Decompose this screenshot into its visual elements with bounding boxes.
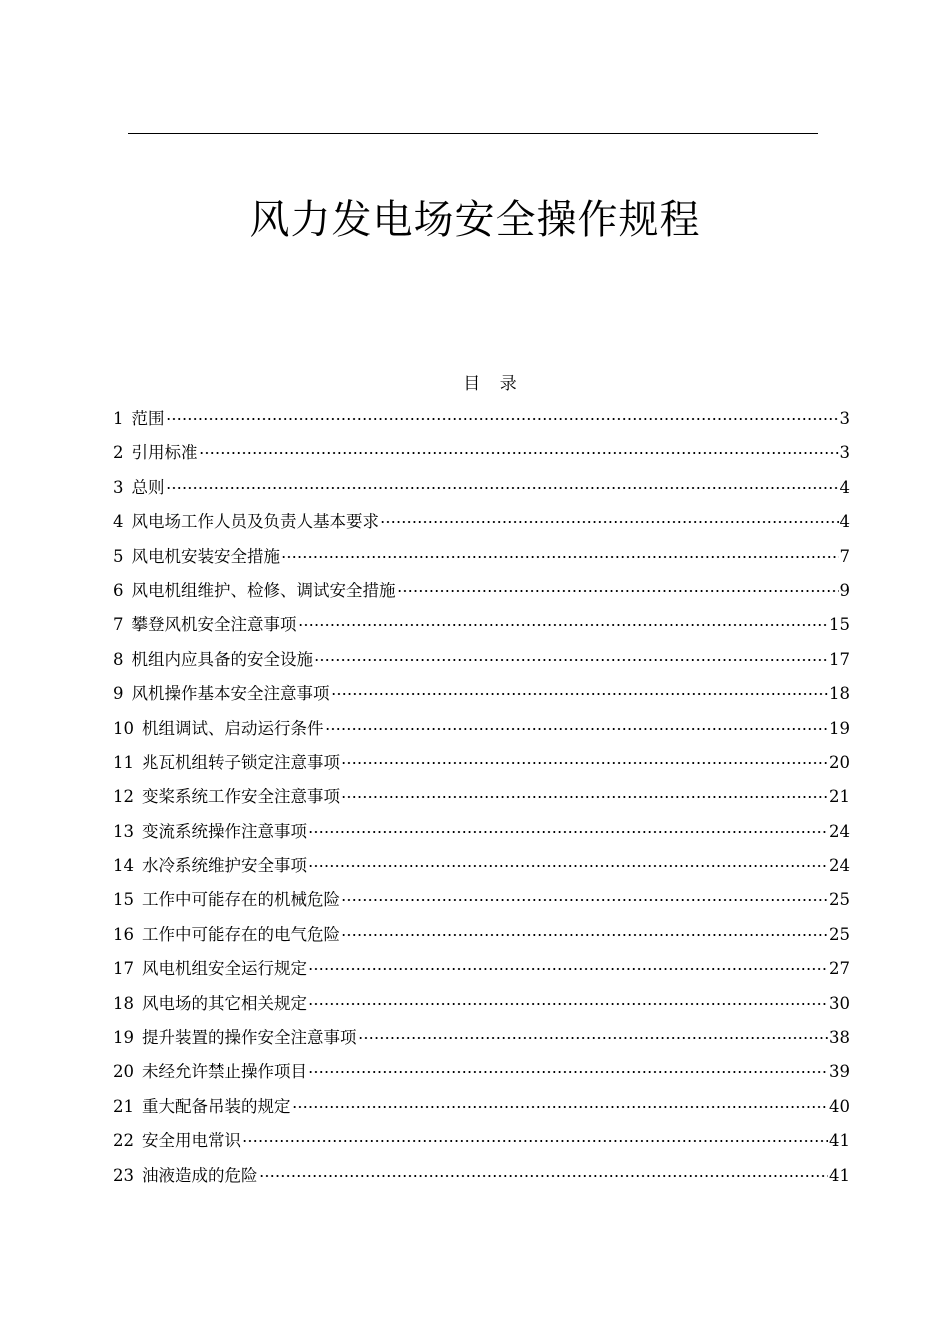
toc-entry-number: 4 [113,512,124,532]
toc-dot-leader [166,487,839,489]
toc-entry-title: 工作中可能存在的电气危险 [142,924,340,944]
toc-list [113,406,850,1197]
toc-dot-leader [341,934,828,936]
toc-entry-page: 3 [839,409,850,428]
toc-entry-page: 27 [829,959,850,979]
toc-entry-number: 8 [113,649,124,669]
toc-entry-page: 18 [829,684,850,704]
toc-entry-page: 41 [829,1131,850,1151]
toc-entry[interactable] [113,853,850,887]
toc-entry-title: 范围 [131,409,165,428]
toc-entry-title: 变流系统操作注意事项 [142,821,307,841]
toc-entry-page: 7 [839,546,850,566]
toc-entry[interactable] [113,475,850,509]
toc-entry-number: 11 [113,752,134,772]
toc-entry-title: 风电场的其它相关规定 [142,993,307,1013]
toc-dot-leader [331,693,829,695]
toc-dot-leader [242,1140,828,1142]
toc-dot-leader [325,728,829,730]
toc-entry[interactable] [113,681,850,715]
toc-entry-title: 机组内应具备的安全设施 [131,649,313,669]
toc-entry-page: 21 [829,787,850,807]
toc-entry-number: 2 [113,443,124,463]
toc-entry-page: 4 [839,477,850,497]
toc-entry-page: 3 [839,443,850,463]
toc-entry[interactable] [113,406,850,440]
toc-entry-title: 风电机组维护、检修、调试安全措施 [131,580,396,600]
toc-entry[interactable] [113,887,850,921]
document-title: 风力发电场安全操作规程 [249,197,701,243]
header-rule [128,133,818,134]
toc-entry-number: 17 [113,959,134,979]
toc-entry-title: 攀登风机安全注意事项 [131,615,297,635]
toc-entry-number: 1 [113,409,124,428]
toc-entry-page: 40 [829,1096,850,1116]
toc-entry-number: 6 [113,580,124,600]
toc-entry[interactable] [113,1025,850,1059]
toc-entry-number: 23 [113,1165,134,1185]
toc-dot-leader [308,1071,828,1073]
toc-dot-leader [308,968,828,970]
toc-entry-number: 19 [113,1028,134,1048]
toc-entry-number: 3 [113,477,124,497]
toc-entry-page: 41 [829,1165,850,1185]
toc-dot-leader [341,899,828,901]
toc-entry-page: 17 [829,649,850,669]
toc-entry[interactable] [113,1059,850,1093]
toc-entry-number: 7 [113,615,124,635]
toc-dot-leader [341,796,828,798]
toc-entry-title: 机组调试、启动运行条件 [142,718,324,738]
toc-entry-title: 引用标准 [131,443,198,463]
toc-entry[interactable] [113,612,850,646]
toc-entry-number: 12 [113,787,134,807]
toc-entry[interactable] [113,750,850,784]
toc-entry-number: 5 [113,546,124,566]
toc-entry-page: 15 [829,615,850,635]
toc-dot-leader [199,452,839,454]
toc-dot-leader [298,624,829,626]
toc-dot-leader [259,1175,829,1177]
toc-entry-number: 10 [113,718,134,738]
toc-dot-leader [308,831,828,833]
toc-entry[interactable] [113,440,850,474]
toc-entry-title: 安全用电常识 [142,1131,241,1151]
toc-dot-leader [380,521,839,523]
toc-entry-title: 风电机安装安全措施 [131,546,280,566]
toc-entry[interactable] [113,578,850,612]
toc-entry[interactable] [113,716,850,750]
toc-dot-leader [281,556,839,558]
toc-entry[interactable] [113,647,850,681]
toc-entry-number: 22 [113,1131,134,1151]
toc-dot-leader [292,1106,829,1108]
toc-dot-leader [314,659,828,661]
toc-heading: 目 录 [463,374,517,394]
toc-entry[interactable] [113,922,850,956]
toc-entry-number: 18 [113,993,134,1013]
toc-entry-title: 风机操作基本安全注意事项 [131,684,330,704]
toc-entry-title: 变桨系统工作安全注意事项 [142,787,340,807]
toc-entry-number: 9 [113,684,124,704]
toc-entry-page: 30 [829,993,850,1013]
toc-entry[interactable] [113,509,850,543]
toc-entry-page: 9 [839,580,850,600]
toc-entry-title: 总则 [131,477,165,497]
toc-entry[interactable] [113,1094,850,1128]
toc-entry[interactable] [113,991,850,1025]
toc-entry[interactable] [113,1128,850,1162]
toc-dot-leader [308,1003,828,1005]
toc-entry-number: 21 [113,1096,134,1116]
toc-entry-page: 4 [839,512,850,532]
toc-entry-number: 16 [113,924,134,944]
toc-entry-title: 提升装置的操作安全注意事项 [142,1028,357,1048]
toc-entry-title: 风电机组安全运行规定 [142,959,307,979]
toc-entry-page: 20 [829,752,850,772]
toc-entry-title: 油液造成的危险 [142,1165,258,1185]
toc-entry[interactable] [113,784,850,818]
toc-entry-title: 工作中可能存在的机械危险 [142,890,340,910]
toc-entry-number: 15 [113,890,134,910]
toc-entry[interactable] [113,544,850,578]
toc-entry-title: 兆瓦机组转子锁定注意事项 [142,752,340,772]
toc-entry-title: 水冷系统维护安全事项 [142,856,307,876]
toc-entry-number: 14 [113,856,134,876]
toc-entry-title: 未经允许禁止操作项目 [142,1062,307,1082]
toc-entry-page: 25 [829,890,850,910]
toc-entry-page: 38 [829,1028,850,1048]
toc-dot-leader [308,865,828,867]
toc-entry[interactable] [113,956,850,990]
toc-entry-page: 24 [829,821,850,841]
toc-entry[interactable] [113,1163,850,1197]
toc-dot-leader [341,762,828,764]
toc-entry-page: 25 [829,924,850,944]
toc-entry-page: 19 [829,718,850,738]
toc-dot-leader [166,418,839,420]
toc-entry-title: 风电场工作人员及负责人基本要求 [131,512,379,532]
toc-entry-title: 重大配备吊装的规定 [142,1096,291,1116]
toc-dot-leader [397,590,839,592]
toc-entry-number: 20 [113,1062,134,1082]
toc-entry-page: 24 [829,856,850,876]
toc-entry-number: 13 [113,821,134,841]
toc-entry[interactable] [113,819,850,853]
toc-entry-page: 39 [829,1062,850,1082]
toc-dot-leader [358,1037,829,1039]
